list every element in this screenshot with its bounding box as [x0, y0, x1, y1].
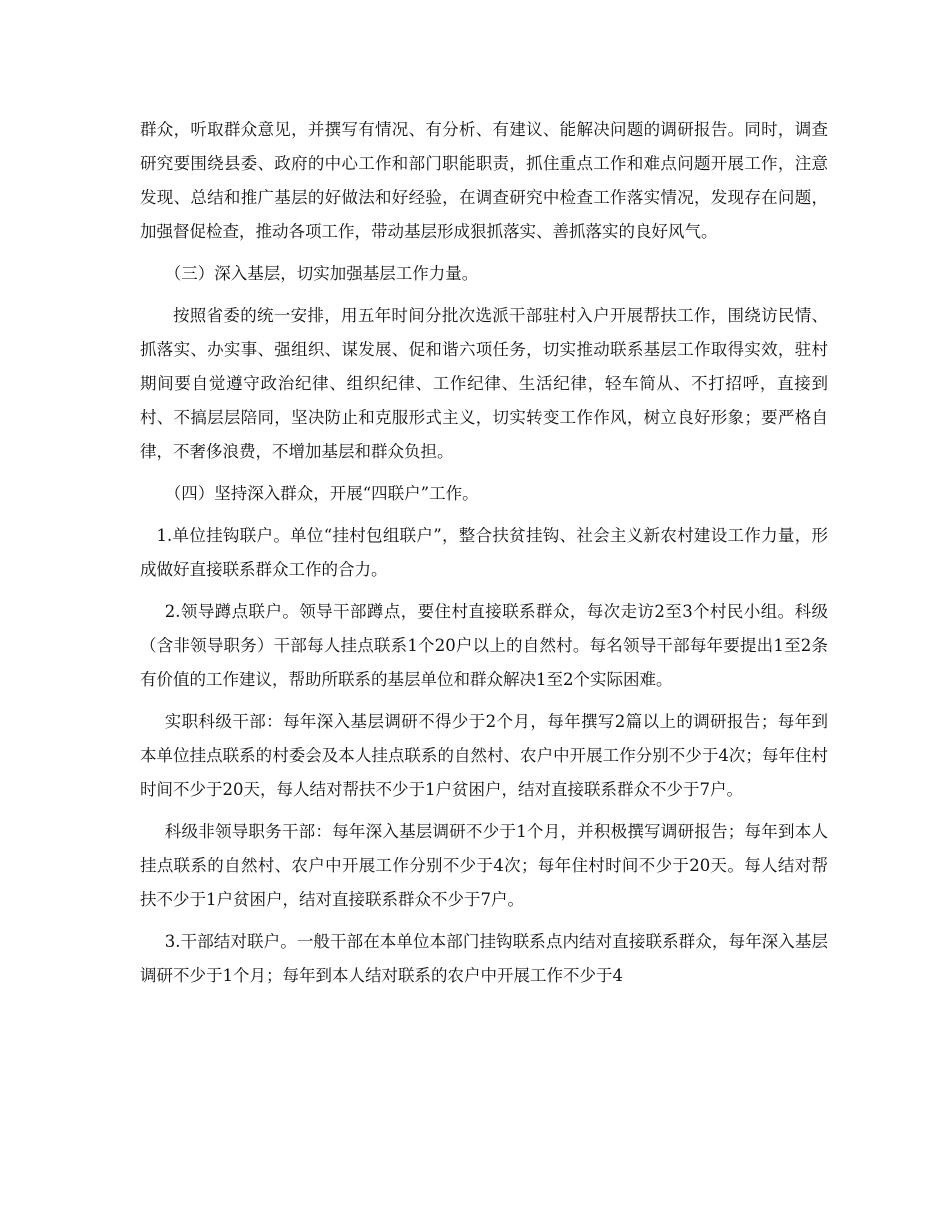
paragraph: 实职科级干部：每年深入基层调研不得少于2个月，每年撰写2篇以上的调研报告；每年到本单位挂点联系的村委会及本人挂点联系的自然村、农户中开展工作分别不少于4次；每年住村时间不少于20天，每人结对帮扶不少于1户贫困户，结对直接联系群众不少于7户。	[140, 712, 828, 799]
list-item-3: 3.干部结对联户。一般干部在本单位本部门挂钩联系点内结对直接联系群众，每年深入基层调研不少于1个月；每年到本人结对联系的农户中开展工作不少于4	[140, 932, 828, 985]
list-item-1: 1.单位挂钩联户。单位“挂村包组联户”，整合扶贫挂钩、社会主义新农村建设工作力量，形成做好直接联系群众工作的合力。	[140, 526, 828, 579]
section-heading-3: （三）深入基层，切实加强基层工作力量。	[164, 264, 479, 283]
paragraph: 按照省委的统一安排，用五年时间分批次选派干部驻村入户开展帮扶工作，围绕访民情、抓落实、办实事、强组织、谋发展、促和谐六项任务，切实推动联系基层工作取得实效，驻村期间要自觉遵守政治纪律、组织纪律、工作纪律、生活纪律，轻车简从、不打招呼，直接到村、不搞层层陪同，坚决防止和克服形式主义，切实转变工作作风，树立良好形象；要严格自律，不奢侈浪费，不增加基层和群众负担。	[140, 306, 828, 461]
paragraph: 科级非领导职务干部：每年深入基层调研不少于1个月，并积极撰写调研报告；每年到本人挂点联系的自然村、农户中开展工作分别不少于4次；每年住村时间不少于20天。每人结对帮扶不少于1户贫困户，结对直接联系群众不少于7户。	[140, 822, 828, 909]
list-item-2: 2.领导蹲点联户。领导干部蹲点，要住村直接联系群众，每次走访2至3个村民小组。科级（含非领导职务）干部每人挂点联系1个20户以上的自然村。每名领导干部每年要提出1至2条有价值的工作建议，帮助所联系的基层单位和群众解决1至2个实际困难。	[140, 602, 828, 689]
section-heading-4: （四）坚持深入群众，开展“四联户”工作。	[164, 484, 479, 503]
document-body	[140, 113, 828, 1001]
paragraph-continuation: 群众，听取群众意见，并撰写有情况、有分析、有建议、能解决问题的调研报告。同时，调查研究要围绕县委、政府的中心工作和部门职能职责，抓住重点工作和难点问题开展工作，注意发现、总结和推广基层的好做法和好经验，在调查研究中检查工作落实情况，发现存在问题，加强督促检查，推动各项工作，带动基层形成狠抓落实、善抓落实的良好风气。	[140, 120, 828, 241]
